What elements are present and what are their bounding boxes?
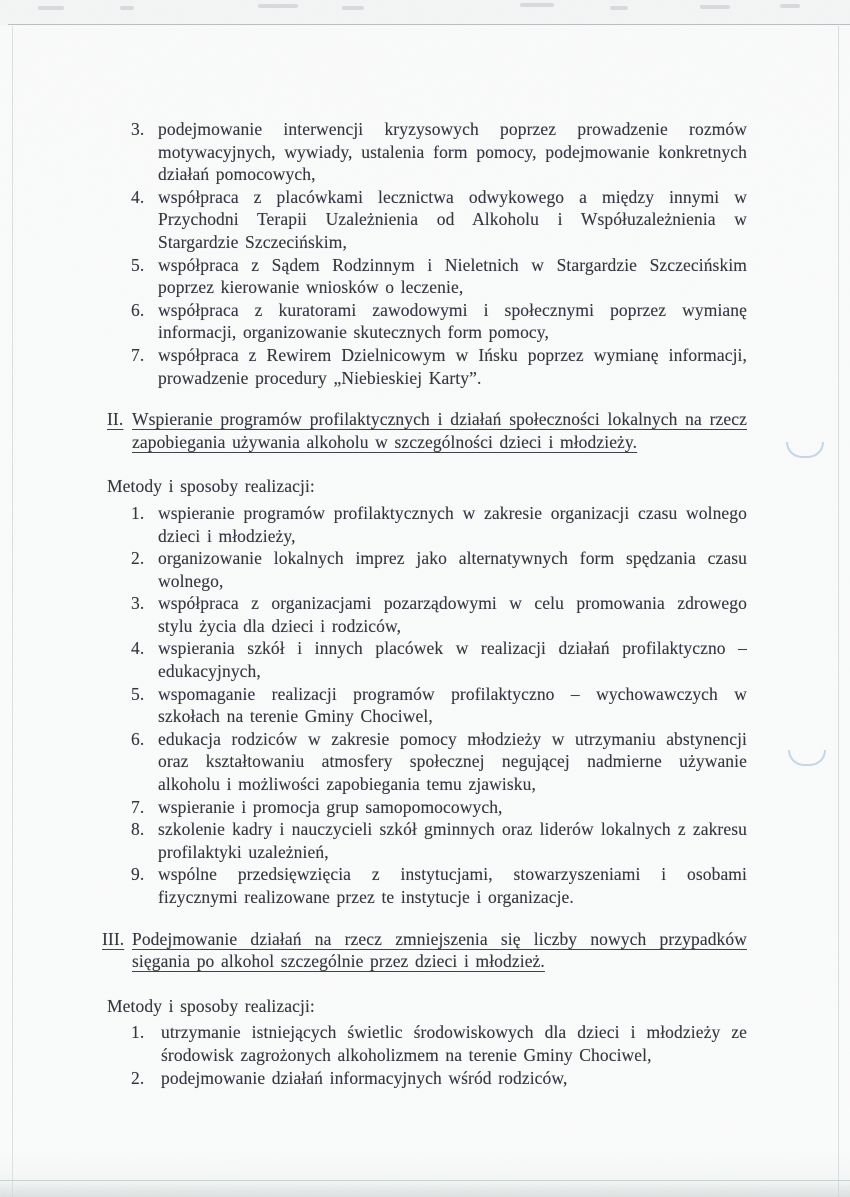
section-label: II.: [107, 409, 124, 430]
item-number: 3.: [131, 119, 145, 139]
paper-bottom-edge: [0, 1180, 850, 1197]
item-text: podejmowanie działań informacyjnych wśród rodziców,: [161, 1067, 568, 1088]
list-item: [131, 547, 747, 592]
item-number: 5.: [131, 254, 145, 275]
list-item: [131, 186, 747, 254]
item-text: wspomaganie realizacji programów profilaktyczno – wychowawczych w szkołach na terenie Gminy Chociwel,: [158, 683, 747, 727]
item-number: 4.: [131, 638, 145, 659]
section-heading-text: Wspieranie programów profilaktycznych i działań społeczności lokalnych na rzecz zapobiegania używania alkoholu w szczególności dzieci i młodzieży.: [132, 409, 747, 452]
list-item: [131, 299, 747, 344]
item-text: współpraca z placówkami lecznictwa odwykowego a między innymi w Przychodni Terapii Uzależnienia od Alkoholu i Współuzależnienia w Stargardzie Szczecińskim,: [158, 186, 747, 252]
item-number: 7.: [131, 796, 145, 817]
item-text: współpraca z organizacjami pozarządowymi w celu promowania zdrowego stylu życia dla dzieci i rodziców,: [158, 593, 747, 636]
item-number: 1.: [131, 1022, 145, 1043]
item-text: wspieranie i promocja grup samopomocowych,: [158, 796, 503, 817]
item-number: 6.: [131, 728, 145, 749]
list-item: [131, 818, 747, 863]
list-item: [131, 502, 747, 547]
list-item: [131, 254, 747, 299]
item-text: organizowanie lokalnych imprez jako alternatywnych form spędzania czasu wolnego,: [158, 548, 747, 591]
section-label: III.: [102, 928, 125, 949]
item-text: wspieranie programów profilaktycznych w zakresie organizacji czasu wolnego dzieci i młodzieży,: [158, 502, 747, 546]
item-text: współpraca z Rewirem Dzielnicowym w Ińsku poprzez wymianę informacji, prowadzenie procedury „Niebieskiej Karty”.: [158, 344, 747, 388]
section-ii-methods-list: [131, 502, 747, 909]
list-item: [131, 683, 747, 728]
item-number: 2.: [131, 1067, 145, 1088]
item-number: 9.: [131, 864, 145, 885]
item-number: 5.: [131, 683, 145, 704]
item-number: 8.: [131, 819, 145, 840]
item-number: 7.: [131, 344, 145, 365]
item-text: wspierania szkół i innych placówek w realizacji działań profilaktyczno – edukacyjnych,: [158, 638, 747, 682]
item-number: 1.: [131, 502, 145, 523]
item-text: podejmowanie interwencji kryzysowych poprzez prowadzenie rozmów motywacyjnych, wywiady, ustalenia form pomocy, podejmowanie konkretnych działań pomocowych,: [158, 119, 747, 185]
methods-label: Metody i sposoby realizacji:: [107, 476, 315, 497]
item-text: współpraca z kuratorami zawodowymi i społecznymi poprzez wymianę informacji, organizowanie skutecznych form pomocy,: [158, 299, 747, 343]
item-number: 3.: [131, 593, 145, 614]
item-text: utrzymanie istniejących świetlic środowiskowych dla dzieci i młodzieży ze środowisk zagrożonych alkoholizmem na terenie Gminy Chociwel,: [161, 1022, 747, 1065]
list-item: [131, 592, 747, 637]
continued-numbered-list: [131, 118, 747, 389]
section-iii-methods-list: [131, 1021, 747, 1089]
section-heading-ii: [107, 408, 747, 453]
item-text: szkolenie kadry i nauczycieli szkół gminnych oraz liderów lokalnych z zakresu profilaktyki uzależnień,: [158, 819, 747, 862]
methods-label: Metody i sposoby realizacji:: [107, 995, 315, 1016]
item-text: wspólne przedsięwzięcia z instytucjami, stowarzyszeniami i osobami fizycznymi realizowane przez te instytucje i organizacje.: [158, 864, 747, 907]
list-item: [131, 1067, 747, 1090]
list-item: [131, 344, 747, 389]
list-item: [131, 118, 747, 186]
section-heading-text: Podejmowanie działań na rzecz zmniejszenia się liczby nowych przypadków sięgania po alkohol szczególnie przez dzieci i młodzież.: [132, 928, 747, 972]
item-number: 4.: [131, 186, 145, 207]
item-text: współpraca z Sądem Rodzinnym i Nieletnich w Stargardzie Szczecińskim poprzez kierowanie wniosków o leczenie,: [158, 254, 747, 298]
list-item: [131, 1021, 747, 1066]
list-item: [131, 728, 747, 796]
item-text: edukacja rodziców w zakresie pomocy młodzieży w utrzymaniu abstynencji oraz kształtowaniu atmosfery społecznej negującej nadmierne używanie alkoholu i możliwości zapobiegania temu zjawisku,: [158, 728, 747, 795]
section-heading-iii: [102, 928, 747, 973]
item-number: 2.: [131, 548, 145, 569]
list-item: [131, 637, 747, 682]
item-number: 6.: [131, 299, 145, 320]
list-item: [131, 796, 747, 819]
list-item: [131, 863, 747, 908]
